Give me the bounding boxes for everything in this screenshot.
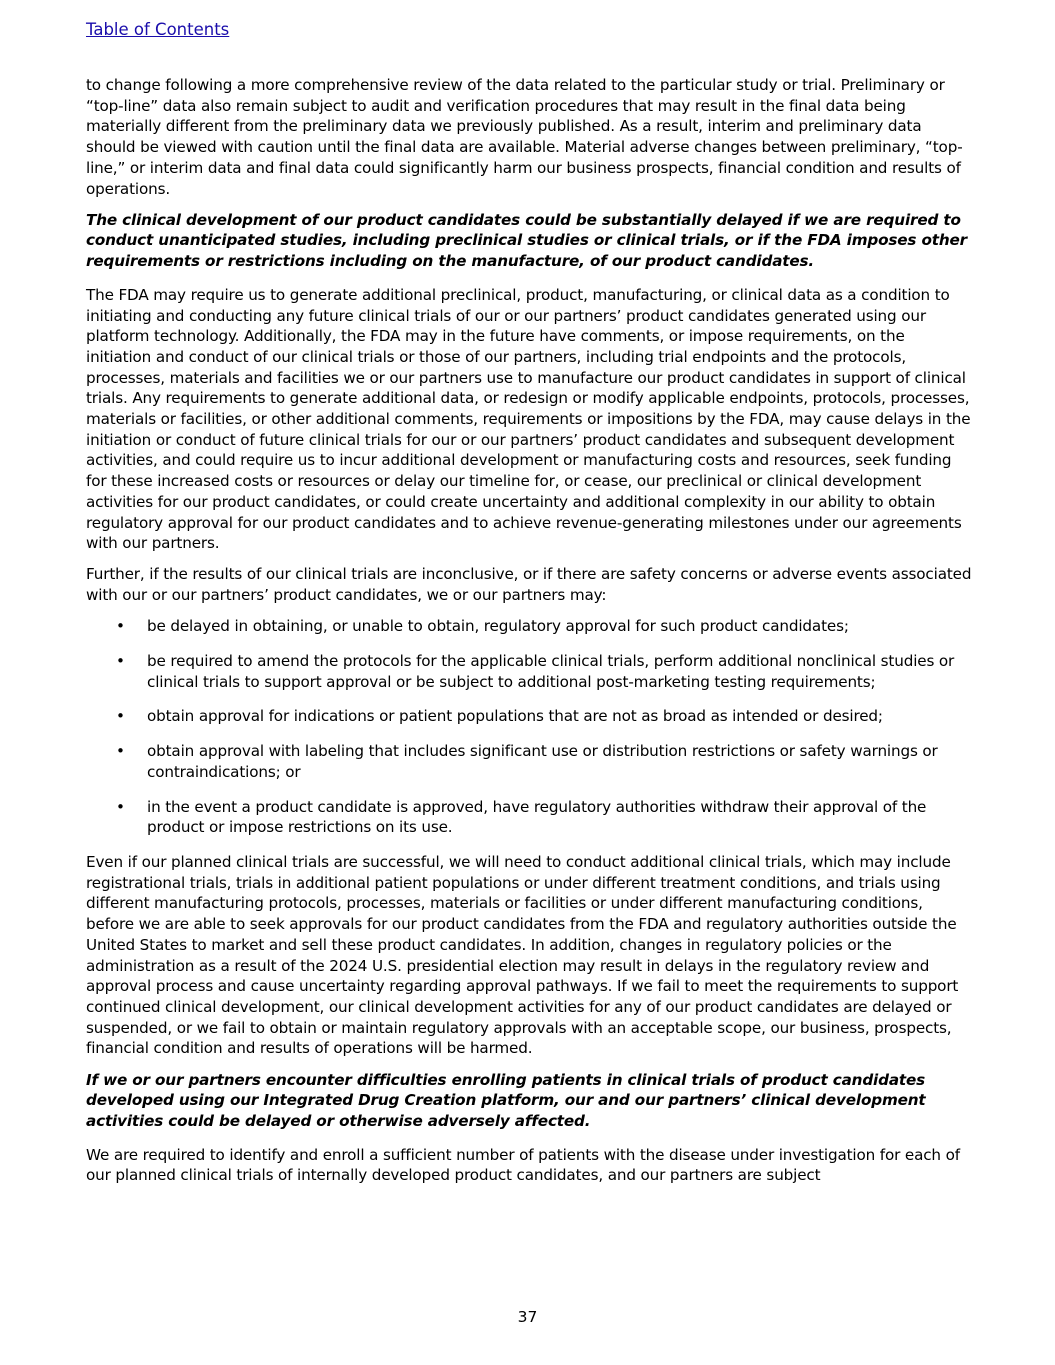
list-item — [86, 797, 972, 838]
risk-heading-clinical-development: The clinical development of our product candidates could be substantially delayed if we are required to conduct unanticipated studies, including preclinical studies or clinical trials, or if the FDA imposes other requirements or restrictions including on the manufacture, of our product candidates. — [86, 210, 968, 271]
list-item-text: be delayed in obtaining, or unable to obtain, regulatory approval for such product candidates; — [147, 617, 849, 636]
page-number: 37 — [517, 1308, 538, 1326]
risk-heading-patient-enrollment: If we or our partners encounter difficulties enrolling patients in clinical trials of product candidates developed using our Integrated Drug Creation platform, our and our partners’ clinical development activities could be delayed or otherwise adversely affected. — [86, 1070, 926, 1130]
paragraph-inconclusive-results: Further, if the results of our clinical trials are inconclusive, or if there are safety concerns or adverse events associated with our or our partners’ product candidates, we or our partners may: — [86, 565, 972, 605]
document-body — [86, 75, 972, 1186]
list-item-text: obtain approval for indications or patient populations that are not as broad as intended or desired; — [147, 707, 883, 726]
bullet-icon: • — [116, 617, 125, 636]
bullet-icon: • — [116, 742, 125, 761]
bullet-icon: • — [116, 707, 125, 726]
paragraph-additional-trials: Even if our planned clinical trials are successful, we will need to conduct additional clinical trials, which may include registrational trials, trials in additional patient populations or under different treatment conditions, and trials using different manufacturing protocols, processes, materials or facilities or under different manufacturing conditions, before we are able to seek approvals for our product candidates from the FDA and regulatory authorities outside the United States to market and sell these product candidates. In addition, changes in regulatory policies or the administration as a result of the 2024 U.S. presidential election may result in delays in the regulatory review and approval process and cause uncertainty regarding approval pathways. If we fail to meet the requirements to support continued clinical development, our clinical development activities for any of our product candidates are delayed or suspended, or we fail to obtain or maintain regulatory approvals with an acceptable scope, our business, prospects, financial condition and results of operations will be harmed. — [86, 853, 959, 1058]
paragraph-top-line-data: to change following a more comprehensive review of the data related to the particular study or trial. Preliminary or “top-line” data also remain subject to audit and verification procedures that may result in the final data being materially different from the preliminary data we previously published. As a result, interim and preliminary data should be viewed with caution until the final data are available. Material adverse changes between preliminary, “top-line,” or interim data and final data could significantly harm our business prospects, financial condition and results of operations. — [86, 76, 963, 198]
document-page — [86, 20, 972, 1197]
paragraph-patient-enrollment: We are required to identify and enroll a sufficient number of patients with the disease under investigation for each of our planned clinical trials of internally developed product candidates, and our partners are subject — [86, 1145, 960, 1185]
bullet-icon: • — [116, 797, 125, 816]
list-item — [86, 741, 972, 782]
table-of-contents-link[interactable]: Table of Contents — [86, 20, 230, 39]
list-item-text: obtain approval with labeling that includes significant use or distribution restrictions or safety warnings or contraindications; or — [147, 742, 938, 781]
list-item-text: be required to amend the protocols for the applicable clinical trials, perform additional nonclinical studies or clinical trials to support approval or be subject to additional post-marketing testing requirements; — [147, 652, 955, 691]
list-item — [86, 651, 972, 692]
list-item — [86, 616, 972, 637]
list-item — [86, 706, 972, 727]
paragraph-fda-requirements: The FDA may require us to generate additional preclinical, product, manufacturing, or clinical data as a condition to initiating and conducting any future clinical trials of our or our partners’ product candidates generated using our platform technology. Additionally, the FDA may in the future have comments, or impose requirements, on the initiation and conduct of our clinical trials or those of our partners, including trial endpoints and the protocols, processes, materials and facilities we or our partners use to manufacture our product candidates in support of clinical trials. Any requirements to generate additional data, or redesign or modify applicable endpoints, protocols, processes, materials or facilities, or other additional comments, requirements or impositions by the FDA, may cause delays in the initiation or conduct of future clinical trials for our or our partners’ product candidates and subsequent development activities, and could require us to incur additional development or manufacturing costs and resources, seek funding for these increased costs or resources or delay our timeline for, or cease, our preclinical or clinical development activities for our product candidates, or could create uncertainty and additional complexity in our ability to obtain regulatory approval for our product candidates and to achieve revenue-generating milestones under our agreements with our partners. — [86, 285, 971, 553]
bullet-icon: • — [116, 652, 125, 671]
consequences-list — [86, 616, 972, 838]
list-item-text: in the event a product candidate is approved, have regulatory authorities withdraw their approval of the product or impose restrictions on its use. — [147, 797, 927, 837]
